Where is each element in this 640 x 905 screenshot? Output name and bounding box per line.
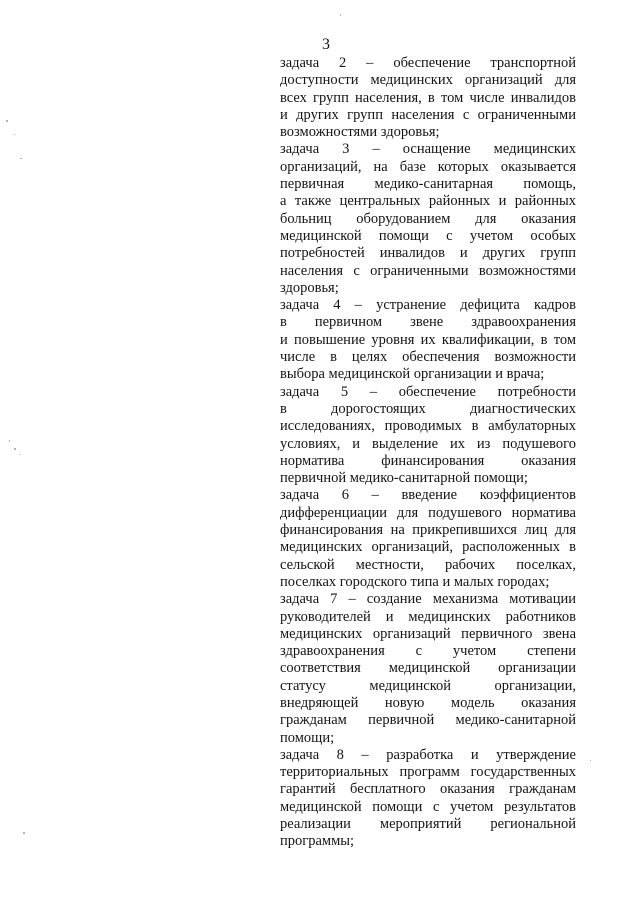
text-line: медицинских организаций первичного звена (280, 625, 576, 642)
text-line: условиях, и выделение их из подушевого (280, 435, 576, 452)
text-line: потребностей инвалидов и других групп (280, 245, 576, 262)
text-line: числе в целях обеспечения возможности (280, 349, 576, 366)
scan-speck (14, 448, 16, 450)
text-line: задача 2 – обеспечение транспортной (280, 55, 576, 71)
task-paragraph (280, 747, 576, 851)
text-line: норматива финансирования оказания (280, 452, 576, 469)
task-paragraph (280, 297, 576, 383)
text-line: соответствия медицинской организации (280, 660, 576, 677)
text-line: населения с ограниченными возможностями (280, 262, 576, 279)
text-line: задача 5 – обеспечение потребности (280, 383, 576, 400)
text-line: задача 8 – разработка и утверждение (280, 746, 576, 763)
text-line: руководителей и медицинских работников (280, 608, 576, 625)
text-line: организаций, на базе которых оказывается (280, 158, 576, 175)
text-line: внедряющей новую модель оказания (280, 694, 576, 711)
text-line: здравоохранения с учетом степени (280, 643, 576, 660)
text-line: первичной медико-санитарной помощи; (280, 470, 528, 487)
text-line: задача 7 – создание механизма мотивации (280, 591, 576, 608)
task-paragraph (280, 141, 576, 297)
text-line: сельской местности, рабочих поселках, (280, 556, 576, 573)
text-line: в первичном звене здравоохранения (280, 314, 576, 331)
text-line: задача 6 – введение коэффициентов (280, 487, 576, 504)
text-line: медицинской помощи с учетом результатов (280, 798, 576, 815)
text-line: дифференциации для подушевого норматива (280, 504, 576, 521)
task-paragraph (280, 55, 576, 141)
text-line: финансирования на прикрепившихся лиц для (280, 522, 576, 539)
text-line: в дорогостоящих диагностических (280, 400, 576, 417)
scan-speck (590, 760, 591, 761)
text-line: помощи; (280, 729, 335, 746)
text-line: задача 3 – оснащение медицинских (280, 141, 576, 158)
text-line: медицинской помощи с учетом особых (280, 227, 576, 244)
text-line: а также центральных районных и районных (280, 193, 576, 210)
body-text (280, 55, 576, 851)
scan-speck (9, 440, 10, 442)
text-line: и других групп населения с ограниченными (280, 106, 576, 123)
scan-speck (340, 14, 341, 16)
text-line: и повышение уровня их квалификации, в том (280, 331, 576, 348)
text-line: выбора медицинской организации и врача; (280, 366, 545, 383)
page-number: 3 (322, 36, 330, 53)
scan-speck (6, 120, 8, 122)
scan-speck (20, 158, 22, 159)
text-line: поселках городского типа и малых городах; (280, 573, 550, 590)
text-line: медицинских организаций, расположенных в (280, 539, 576, 556)
text-line: программы; (280, 833, 355, 850)
text-line: территориальных программ государственных (280, 764, 576, 781)
scan-speck (14, 134, 15, 135)
text-line: первичная медико-санитарная помощь, (280, 176, 576, 193)
task-paragraph (280, 384, 576, 488)
text-line: всех групп населения, в том числе инвалидов (280, 89, 576, 106)
text-line: гарантий бесплатного оказания гражданам (280, 781, 576, 798)
task-paragraph (280, 487, 576, 591)
text-line: статусу медицинской организации, (280, 677, 576, 694)
text-line: гражданам первичной медико-санитарной (280, 712, 576, 729)
text-line: возможностями здоровья; (280, 124, 440, 141)
scan-speck (23, 832, 25, 834)
text-line: исследованиях, проводимых в амбулаторных (280, 418, 576, 435)
text-line: здоровья; (280, 279, 339, 296)
text-line: реализации мероприятий региональной (280, 816, 576, 833)
text-line: доступности медицинских организаций для (280, 72, 576, 89)
task-paragraph (280, 591, 576, 747)
text-line: больниц оборудованием для оказания (280, 210, 576, 227)
scan-speck (20, 454, 21, 455)
text-line: задача 4 – устранение дефицита кадров (280, 297, 576, 314)
